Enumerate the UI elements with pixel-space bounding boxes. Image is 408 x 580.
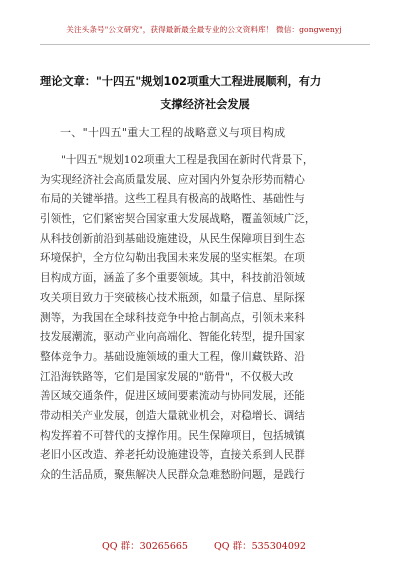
document-title-line-1: 理论文章："十四五"规划102项重大工程进展顺利，有力	[40, 75, 322, 88]
footer-qq-group-1: QQ 群：30265665	[102, 541, 188, 552]
body-line: 布局的关键举措。这些工程具有极高的战略性、基础性与	[40, 193, 305, 206]
body-line: 目构成方面，涵盖了多个重要领域。其中，科技前沿领域	[40, 272, 305, 285]
header-promo-note: 关注头条号"公文研究"，获得最新最全最专业的公文资料库！ 微信：gongwenyj	[66, 25, 342, 34]
body-line: 整体竞争力。基础设施领域的重大工程，像川藏铁路、沿	[40, 350, 305, 363]
body-line: 引领性，它们紧密契合国家重大发展战略，覆盖领域广泛，	[40, 213, 316, 226]
body-line: 环境保护，全方位勾勒出我国未来发展的坚实框架。在项	[40, 252, 305, 265]
header-divider	[40, 44, 370, 45]
section-heading: 一、"十四五"重大工程的战略意义与项目构成	[60, 126, 286, 139]
body-line: "十四五"规划102项重大工程是我国在新时代背景下，	[61, 154, 314, 166]
document-title-line-2: 支撑经济社会发展	[160, 98, 250, 111]
body-line: 技发展潮流，驱动产业向高端化、智能化转型，提升国家	[40, 331, 305, 344]
body-line: 从科技创新前沿到基础设施建设，从民生保障项目到生态	[40, 232, 305, 245]
footer-qq-group-2: QQ 群：535304092	[213, 541, 306, 552]
body-paragraph	[40, 151, 370, 486]
body-line: 构发挥着不可替代的支撑作用。民生保障项目，包括城镇	[40, 429, 305, 442]
body-line: 老旧小区改造、养老托幼设施建设等，直接关系到人民群	[40, 449, 305, 462]
body-line: 带动相关产业发展，创造大量就业机会，对稳增长、调结	[40, 409, 305, 422]
body-line: 攻关项目致力于突破核心技术瓶颈，如量子信息、星际探	[40, 291, 305, 304]
body-line: 测等，为我国在全球科技竞争中抢占制高点，引领未来科	[40, 311, 305, 324]
body-line: 江沿海铁路等，它们是国家发展的"筋骨"，不仅极大改	[40, 370, 294, 383]
body-line: 善区域交通条件，促进区域间要素流动与协同发展，还能	[40, 390, 305, 403]
footer-contact	[0, 538, 408, 552]
body-line: 为实现经济社会高质量发展、应对国内外复杂形势而精心	[40, 173, 305, 186]
body-line: 众的生活品质，聚焦解决人民群众急难愁盼问题，是践行	[40, 469, 305, 481]
